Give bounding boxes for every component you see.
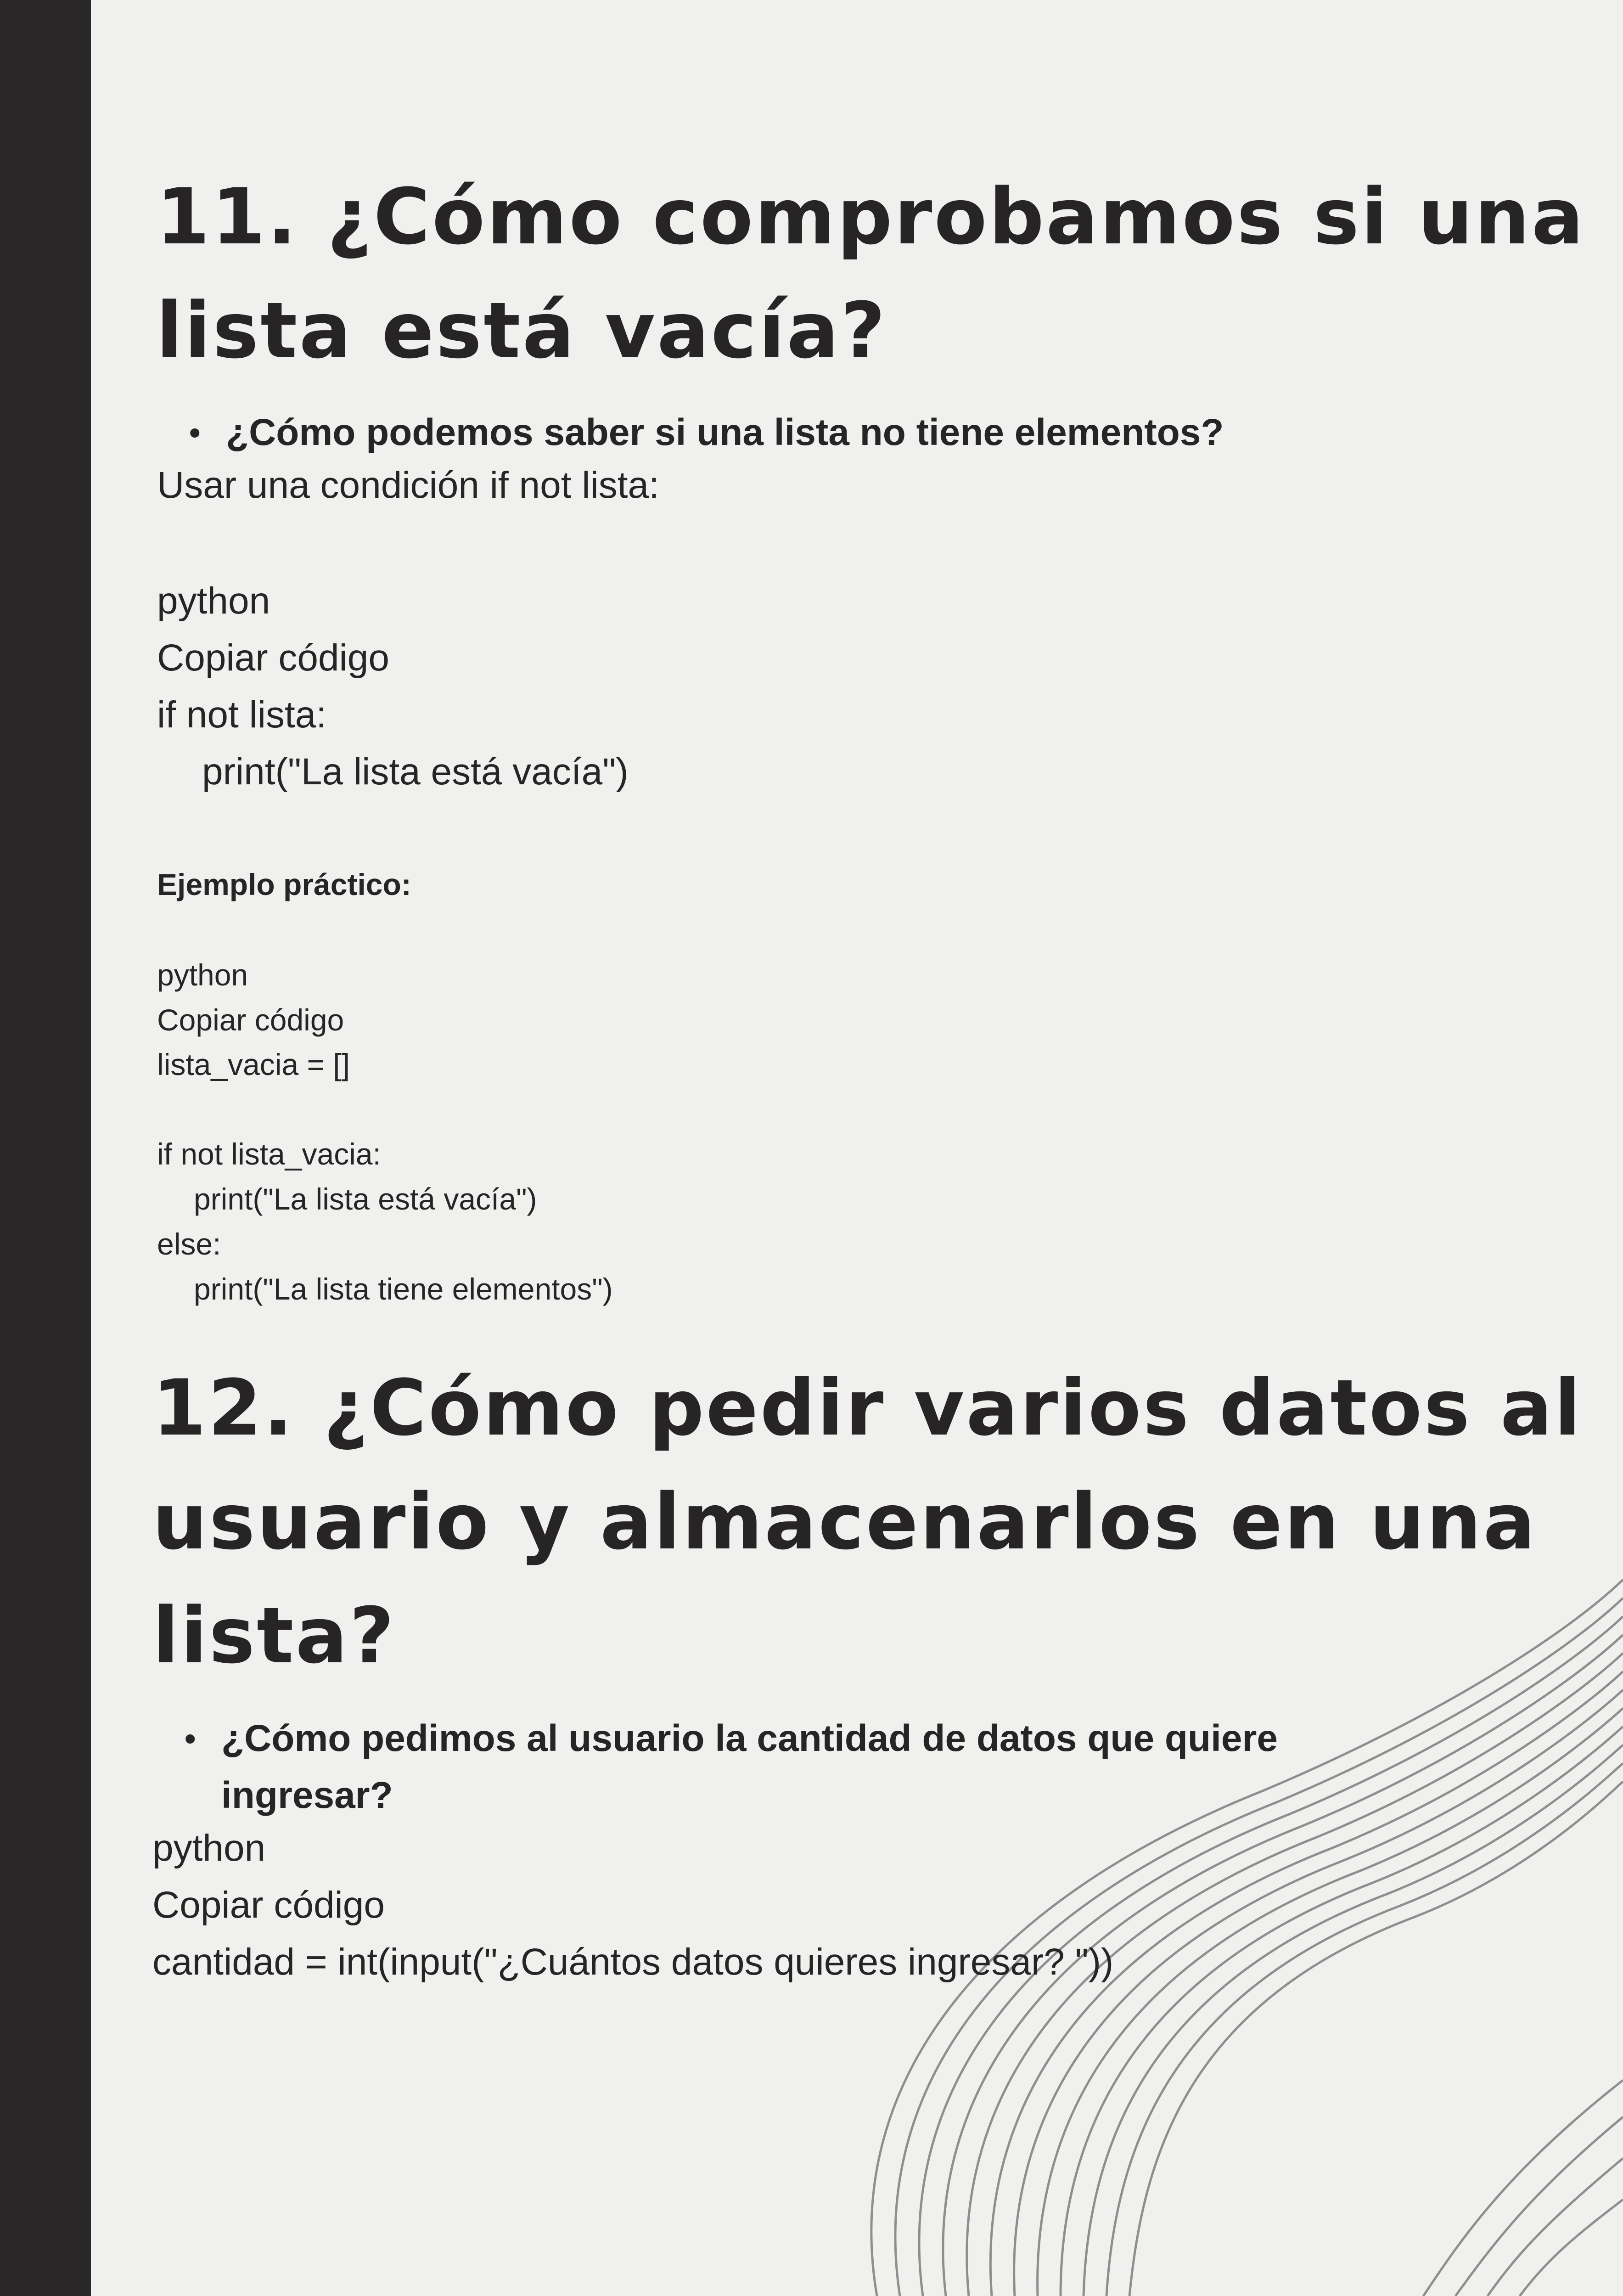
example-copy-code[interactable]: Copiar código (157, 1003, 344, 1037)
section12-bullet (185, 1710, 1278, 1824)
section12-heading (152, 1351, 1583, 1693)
example-line1: lista_vacia = [] (157, 1047, 350, 1081)
section11-code-line1: if not lista: (157, 694, 327, 736)
section11-bullet (189, 404, 1224, 461)
section11-intro: Usar una condición if not lista: (157, 464, 659, 506)
bullet-dot: • (189, 415, 201, 450)
example-line3: print("La lista está vacía") (194, 1182, 537, 1216)
section11-code-line2: print("La lista está vacía") (202, 751, 629, 793)
section12-code-lang: python (152, 1827, 266, 1869)
section12-heading-line3: lista? (152, 1591, 396, 1681)
example-line4: else: (157, 1227, 221, 1261)
section11-code-lang: python (157, 580, 270, 622)
section12-heading-line2: usuario y almacenarlos en una (152, 1477, 1537, 1567)
example-label: Ejemplo práctico: (157, 867, 411, 901)
section12-heading-line1: 12. ¿Cómo pedir varios datos al (152, 1363, 1583, 1453)
example-lang: python (157, 958, 248, 992)
section11-heading-line1: 11. ¿Cómo comprobamos si una (156, 172, 1586, 262)
section12-bullet-line1: ¿Cómo pedimos al usuario la cantidad de datos que quiere (221, 1717, 1278, 1759)
section12-code-line1: cantidad = int(input("¿Cuántos datos quieres ingresar? ")) (152, 1941, 1114, 1983)
section11-copy-code[interactable]: Copiar código (157, 637, 389, 679)
section11-bullet-text: ¿Cómo podemos saber si una lista no tiene elementos? (226, 411, 1224, 453)
section11-heading-line2: lista está vacía? (156, 286, 887, 376)
section11-heading (156, 160, 1585, 388)
bullet-dot: • (185, 1721, 196, 1756)
example-line2: if not lista_vacia: (157, 1137, 381, 1171)
section12-bullet-line2: ingresar? (221, 1774, 393, 1816)
example-line5: print("La lista tiene elementos") (194, 1272, 613, 1306)
section12-copy-code[interactable]: Copiar código (152, 1884, 385, 1926)
